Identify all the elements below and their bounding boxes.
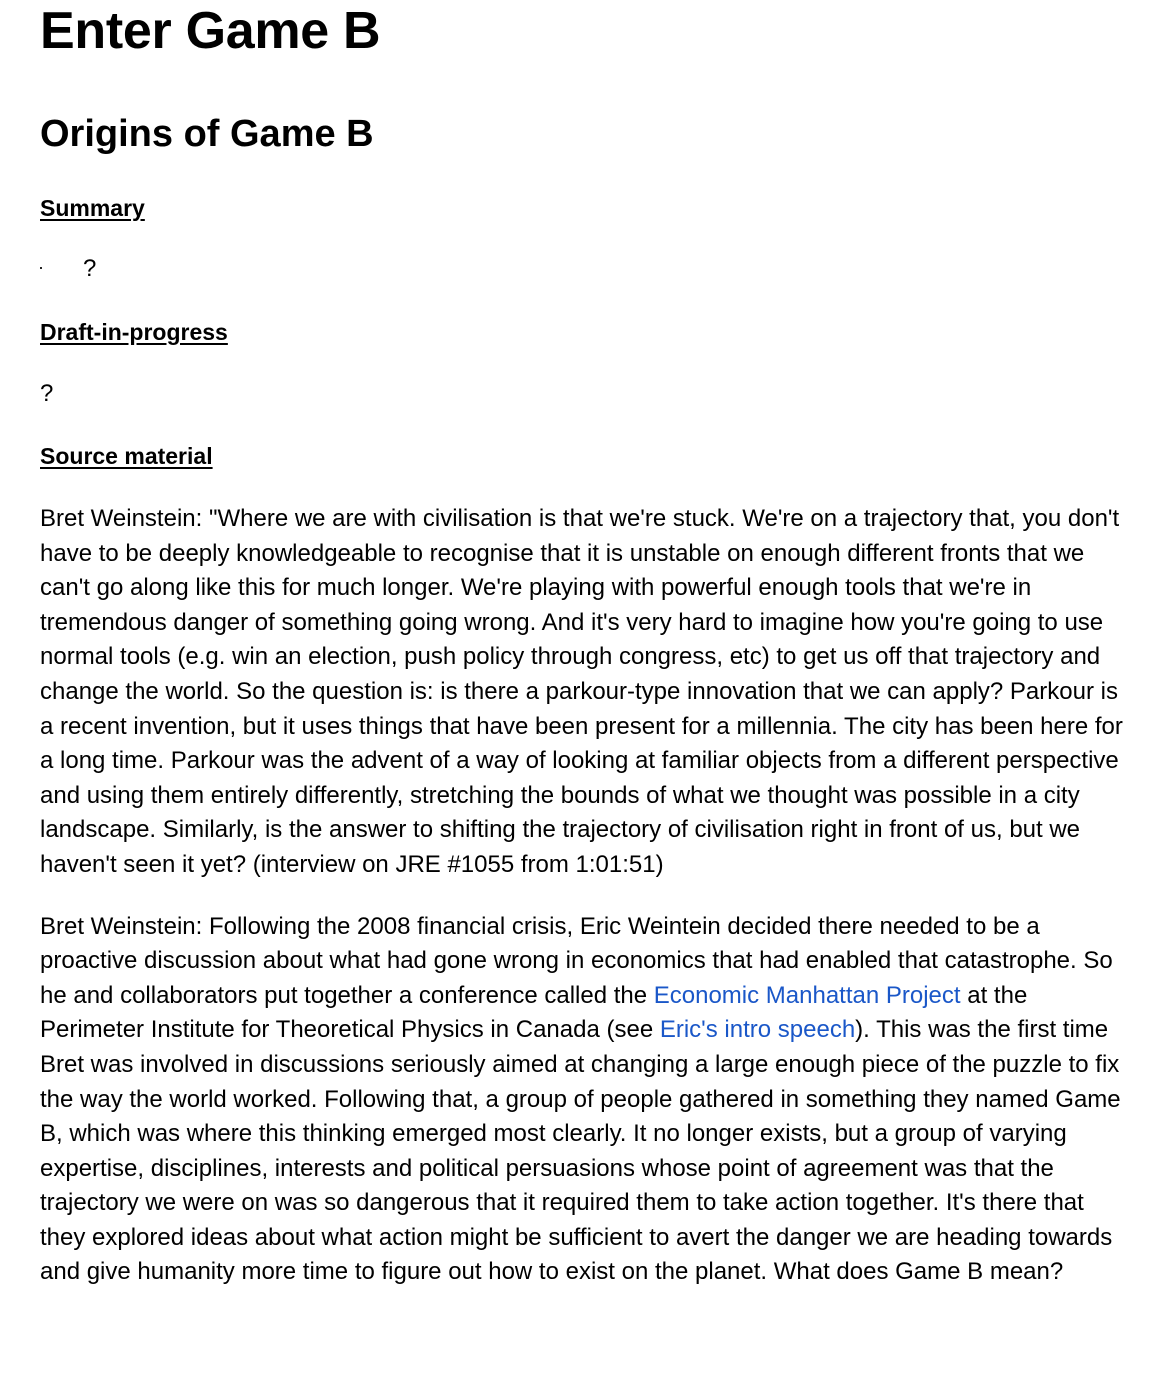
- bullet-dot-icon: ·: [38, 257, 44, 277]
- summary-heading: Summary: [40, 195, 145, 221]
- summary-bullet-text: ?: [83, 255, 97, 282]
- source-paragraph-1: Bret Weinstein: "Where we are with civilisation is that we're stuck. We're on a trajectory that, you don't have to be deeply knowledgeable to recognise that it is unstable on enough different fronts that we can't go along like this for much longer. We're playing with powerful enough tools that we're in tremendous danger of something going wrong. And it's very hard to imagine how you're going to use normal tools (e.g. win an election, push policy through congress, etc) to get us off that trajectory and change the world. So the question is: is there a parkour-type innovation that we can apply? Parkour is a recent invention, but it uses things that have been present for a millennia. The city has been here for a long time. Parkour was the advent of a way of looking at familiar objects from a different perspective and using them entirely differently, stretching the bounds of what we thought was possible in a city landscape. Similarly, is the answer to shifting the trajectory of civilisation right in front of us, but we haven't seen it yet? (interview on JRE #1055 from 1:01:51): [40, 505, 1123, 878]
- draft-heading: Draft-in-progress: [40, 319, 228, 345]
- source-paragraph-2: [40, 910, 1130, 1291]
- page-subtitle: Origins of Game B: [40, 113, 374, 155]
- summary-bullet-item: [40, 255, 1130, 283]
- paragraph-2-text-2: at the Perimeter Institute for Theoretical Physics in Canada (see: [40, 981, 1028, 1044]
- draft-text: ?: [40, 380, 54, 407]
- paragraph-2-text-3: ). This was the first time Bret was involved in discussions seriously aimed at changing a large enough piece of the puzzle to fix the way the world worked. Following that, a group of people gathered in something they named Game B, which was where this thinking emerged most clearly. It no longer exists, but a group of varying expertise, disciplines, interests and political persuasions whose point of agreement was that the trajectory we were on was so dangerous that it required them to take action together. It's there that they explored ideas about what action might be sufficient to avert the danger we are heading towards and give humanity more time to figure out how to exist on the planet. What does Game B mean?: [40, 1016, 1121, 1286]
- page-title: Enter Game B: [40, 2, 381, 60]
- economic-manhattan-project-link[interactable]: Economic Manhattan Project: [653, 981, 961, 1009]
- paragraph-2-text-1: Bret Weinstein: Following the 2008 financial crisis, Eric Weintein decided there needed to be a proactive discussion about what had gone wrong in economics that had enabled that catastrophe. So he and collaborators put together a conference called the: [40, 912, 1113, 1009]
- document-page: [40, 0, 1130, 1290]
- eric-intro-speech-link[interactable]: Eric's intro speech: [659, 1016, 856, 1044]
- source-material-heading: Source material: [40, 443, 213, 469]
